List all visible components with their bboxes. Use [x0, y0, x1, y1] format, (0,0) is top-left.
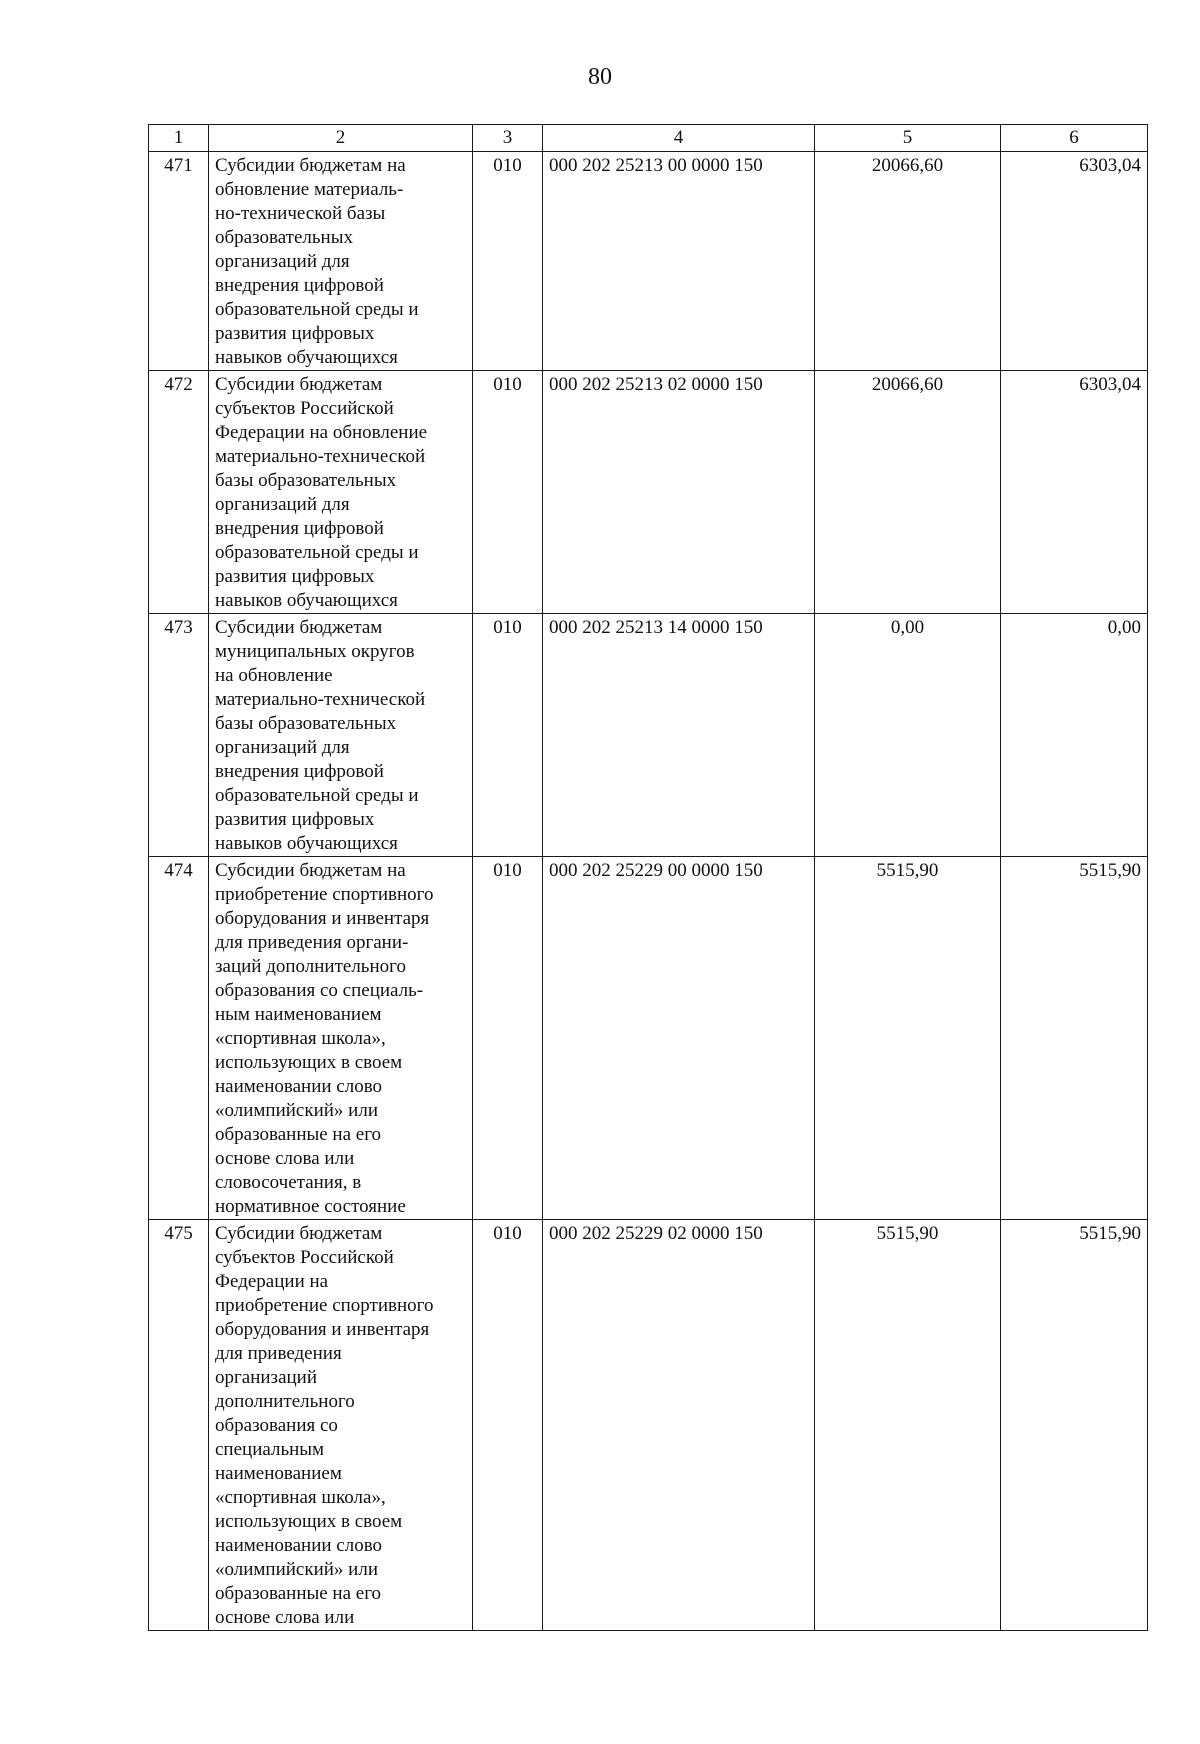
row-name-line: использующих в своем: [215, 1511, 403, 1532]
row-name-line: Субсидии бюджетам на: [215, 860, 406, 881]
row-name-line: Субсидии бюджетам: [215, 374, 383, 395]
row-name-line: образовательных: [215, 227, 353, 248]
row-name-line: для приведения органи-: [215, 932, 409, 953]
row-name-line: материально-технической: [215, 446, 426, 467]
row-name-line: дополнительного: [215, 1391, 355, 1412]
row-value-6: 6303,04: [1001, 152, 1148, 371]
row-name-line: специальным: [215, 1439, 325, 1460]
row-name-line: Субсидии бюджетам на: [215, 155, 406, 176]
row-number: 473: [149, 614, 209, 857]
row-number: 471: [149, 152, 209, 371]
row-name: [209, 614, 473, 857]
row-budget-code: 000 202 25213 02 0000 150: [543, 371, 815, 614]
row-name-line: оборудования и инвентаря: [215, 1319, 430, 1340]
row-name-line: Федерации на: [215, 1271, 329, 1292]
row-name-line: «спортивная школа»,: [215, 1028, 386, 1049]
row-number: 472: [149, 371, 209, 614]
row-number: 474: [149, 857, 209, 1220]
row-budget-code: 000 202 25213 14 0000 150: [543, 614, 815, 857]
row-value-5: 5515,90: [815, 1220, 1001, 1631]
row-name: [209, 1220, 473, 1631]
row-value-6: 0,00: [1001, 614, 1148, 857]
row-name-line: наименованием: [215, 1463, 342, 1484]
row-name-line: приобретение спортивного: [215, 884, 434, 905]
header-cell-6: 6: [1001, 125, 1148, 152]
row-name-line: ным наименованием: [215, 1004, 382, 1025]
row-name-line: наименовании слово: [215, 1076, 383, 1097]
budget-table: [148, 124, 1148, 1631]
row-name-line: субъектов Российской: [215, 1247, 394, 1268]
header-cell-2: 2: [209, 125, 473, 152]
row-name-line: основе слова или: [215, 1607, 355, 1628]
row-name-line: «спортивная школа»,: [215, 1487, 386, 1508]
row-name-line: навыков обучающихся: [215, 347, 398, 368]
header-cell-3: 3: [473, 125, 543, 152]
row-name-line: Федерации на обновление: [215, 422, 428, 443]
row-name-line: развития цифровых: [215, 809, 375, 830]
row-name-line: образовательной среды и: [215, 299, 419, 320]
row-name-line: Субсидии бюджетам: [215, 617, 383, 638]
row-budget-code: 000 202 25229 00 0000 150: [543, 857, 815, 1220]
row-admin-code: 010: [473, 152, 543, 371]
header-cell-1: 1: [149, 125, 209, 152]
row-name-line: внедрения цифровой: [215, 518, 384, 539]
table-body: [149, 125, 1148, 1631]
row-name-line: нормативное состояние: [215, 1196, 406, 1217]
row-value-5: 0,00: [815, 614, 1001, 857]
row-name-line: образовательной среды и: [215, 542, 419, 563]
row-name-line: оборудования и инвентаря: [215, 908, 430, 929]
row-number: 475: [149, 1220, 209, 1631]
row-name-line: образовательной среды и: [215, 785, 419, 806]
row-name-line: развития цифровых: [215, 566, 375, 587]
table-row: [149, 152, 1148, 371]
row-value-5: 5515,90: [815, 857, 1001, 1220]
row-value-5: 20066,60: [815, 152, 1001, 371]
row-name: [209, 371, 473, 614]
row-budget-code: 000 202 25213 00 0000 150: [543, 152, 815, 371]
row-name-line: субъектов Российской: [215, 398, 394, 419]
row-name-line: для приведения: [215, 1343, 342, 1364]
row-name-line: организаций для: [215, 737, 350, 758]
row-name-line: приобретение спортивного: [215, 1295, 434, 1316]
row-name-line: словосочетания, в: [215, 1172, 362, 1193]
row-name-line: навыков обучающихся: [215, 833, 398, 854]
page-number: 80: [588, 64, 612, 90]
row-name: [209, 152, 473, 371]
row-name-line: «олимпийский» или: [215, 1100, 378, 1121]
row-name-line: внедрения цифровой: [215, 761, 384, 782]
row-name-line: «олимпийский» или: [215, 1559, 378, 1580]
header-row: [149, 125, 1148, 152]
header-cell-5: 5: [815, 125, 1001, 152]
header-cell-4: 4: [543, 125, 815, 152]
row-value-6: 6303,04: [1001, 371, 1148, 614]
row-name-line: базы образовательных: [215, 470, 397, 491]
row-name-line: муниципальных округов: [215, 641, 415, 662]
row-admin-code: 010: [473, 1220, 543, 1631]
row-name-line: обновление материаль-: [215, 179, 404, 200]
row-name-line: внедрения цифровой: [215, 275, 384, 296]
row-name-line: образования со: [215, 1415, 338, 1436]
row-name-line: образования со специаль-: [215, 980, 424, 1001]
row-name-line: основе слова или: [215, 1148, 355, 1169]
table-row: [149, 614, 1148, 857]
row-name-line: базы образовательных: [215, 713, 397, 734]
table-row: [149, 371, 1148, 614]
row-budget-code: 000 202 25229 02 0000 150: [543, 1220, 815, 1631]
row-name-line: заций дополнительного: [215, 956, 406, 977]
row-name-line: организаций для: [215, 251, 350, 272]
row-name-line: использующих в своем: [215, 1052, 403, 1073]
row-name-line: навыков обучающихся: [215, 590, 398, 611]
row-admin-code: 010: [473, 857, 543, 1220]
row-name-line: материально-технической: [215, 689, 426, 710]
row-name-line: развития цифровых: [215, 323, 375, 344]
table-row: [149, 857, 1148, 1220]
row-name-line: организаций: [215, 1367, 318, 1388]
row-admin-code: 010: [473, 614, 543, 857]
row-value-5: 20066,60: [815, 371, 1001, 614]
row-name-line: организаций для: [215, 494, 350, 515]
row-value-6: 5515,90: [1001, 857, 1148, 1220]
table-row: [149, 1220, 1148, 1631]
row-name-line: образованные на его: [215, 1583, 382, 1604]
row-name-line: наименовании слово: [215, 1535, 383, 1556]
row-name-line: на обновление: [215, 665, 333, 686]
row-value-6: 5515,90: [1001, 1220, 1148, 1631]
row-name-line: образованные на его: [215, 1124, 382, 1145]
row-name-line: но-технической базы: [215, 203, 386, 224]
row-name: [209, 857, 473, 1220]
row-name-line: Субсидии бюджетам: [215, 1223, 383, 1244]
row-admin-code: 010: [473, 371, 543, 614]
